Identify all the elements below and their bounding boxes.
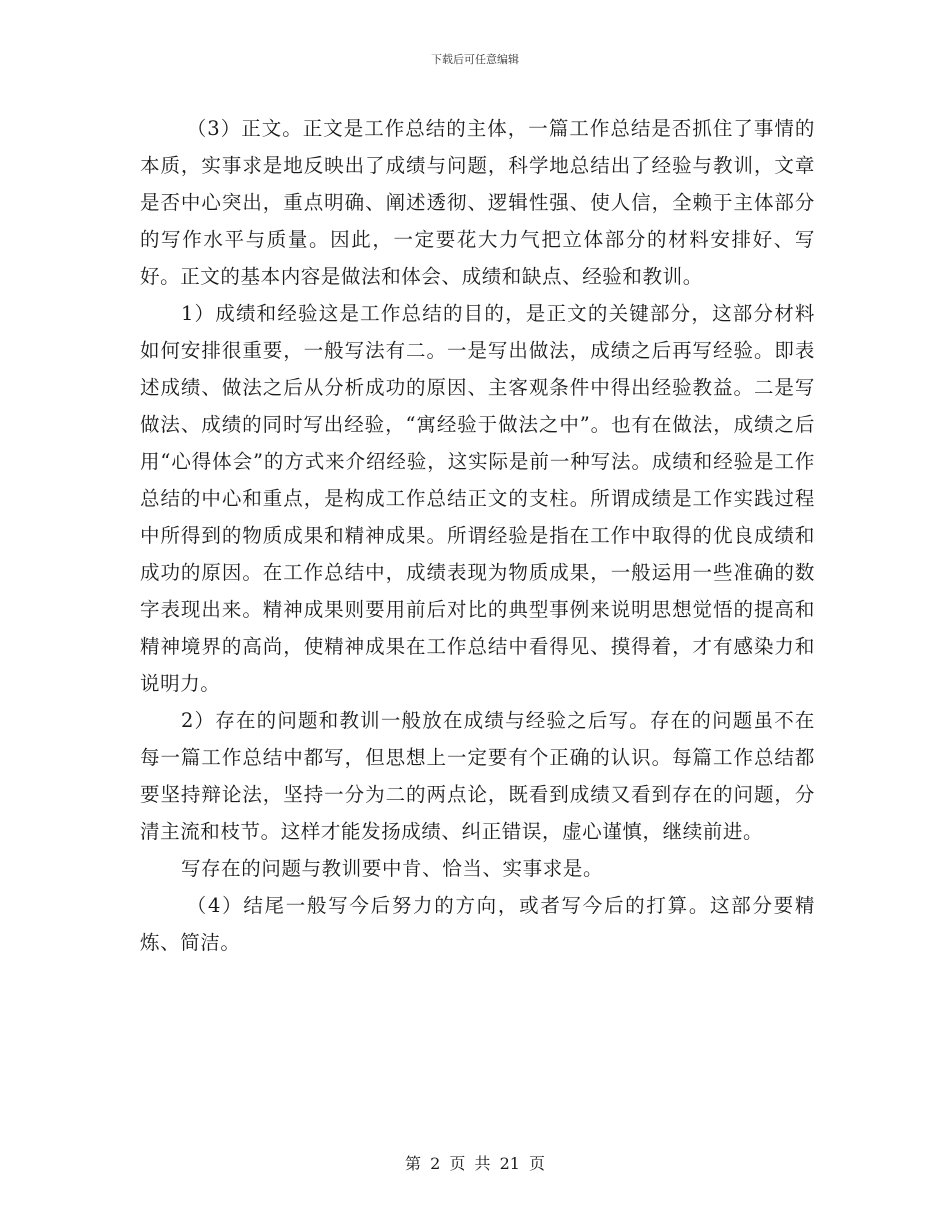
paragraph-ending: （4）结尾一般写今后努力的方向，或者写今后的打算。这部分要精炼、简洁。 [140,894,815,954]
total-label: 共 [474,1154,491,1173]
page-label-prefix: 第 [404,1154,421,1173]
paragraph-problems: 2）存在的问题和教训一般放在成绩与经验之后写。存在的问题虽不在每一篇工作总结中都写，但思想上一定要有个正确的认识。每篇工作总结都要坚持辩论法，坚持一分为二的两点论，既看到成绩又看到存在的问题，分清主流和枝节。这样才能发扬成绩、纠正错误，虚心谨慎，继续前进。 [140,709,815,843]
page-number-footer [0,1153,950,1175]
page-label-suffix: 页 [529,1154,546,1173]
paragraph-main-text: （3）正文。正文是工作总结的主体，一篇工作总结是否抓住了事情的本质，实事求是地反映出了成绩与问题，科学地总结出了经验与教训，文章是否中心突出，重点明确、阐述透彻、逻辑性强、使人信，全赖于主体部分的写作水平与质量。因此，一定要花大力气把立体部分的材料安排好、写好。正文的基本内容是做法和体会、成绩和缺点、经验和教训。 [140,117,815,288]
header-note: 下载后可任意编辑 [431,53,519,66]
paragraph-problems-note: 写存在的问题与教训要中肯、恰当、实事求是。 [180,857,604,880]
current-page-number: 2 [430,1154,441,1173]
page-label-mid: 页 [449,1154,466,1173]
total-pages-number: 21 [499,1154,520,1173]
paragraph-achievements: 1）成绩和经验这是工作总结的目的，是正文的关键部分，这部分材料如何安排很重要，一般写法有二。一是写出做法，成绩之后再写经验。即表述成绩、做法之后从分析成功的原因、主客观条件中得出经验教益。二是写做法、成绩的同时写出经验，“寓经验于做法之中”。也有在做法，成绩之后用“心得体会”的方式来介绍经验，这实际是前一种写法。成绩和经验是工作总结的中心和重点，是构成工作总结正文的支柱。所谓成绩是工作实践过程中所得到的物质成果和精神成果。所谓经验是指在工作中取得的优良成绩和成功的原因。在工作总结中，成绩表现为物质成果，一般运用一些准确的数字表现出来。精神成果则要用前后对比的典型事例来说明思想觉悟的提高和精神境界的高尚，使精神成果在工作总结中看得见、摸得着，才有感染力和说明力。 [140,302,815,695]
document-body [140,110,815,961]
